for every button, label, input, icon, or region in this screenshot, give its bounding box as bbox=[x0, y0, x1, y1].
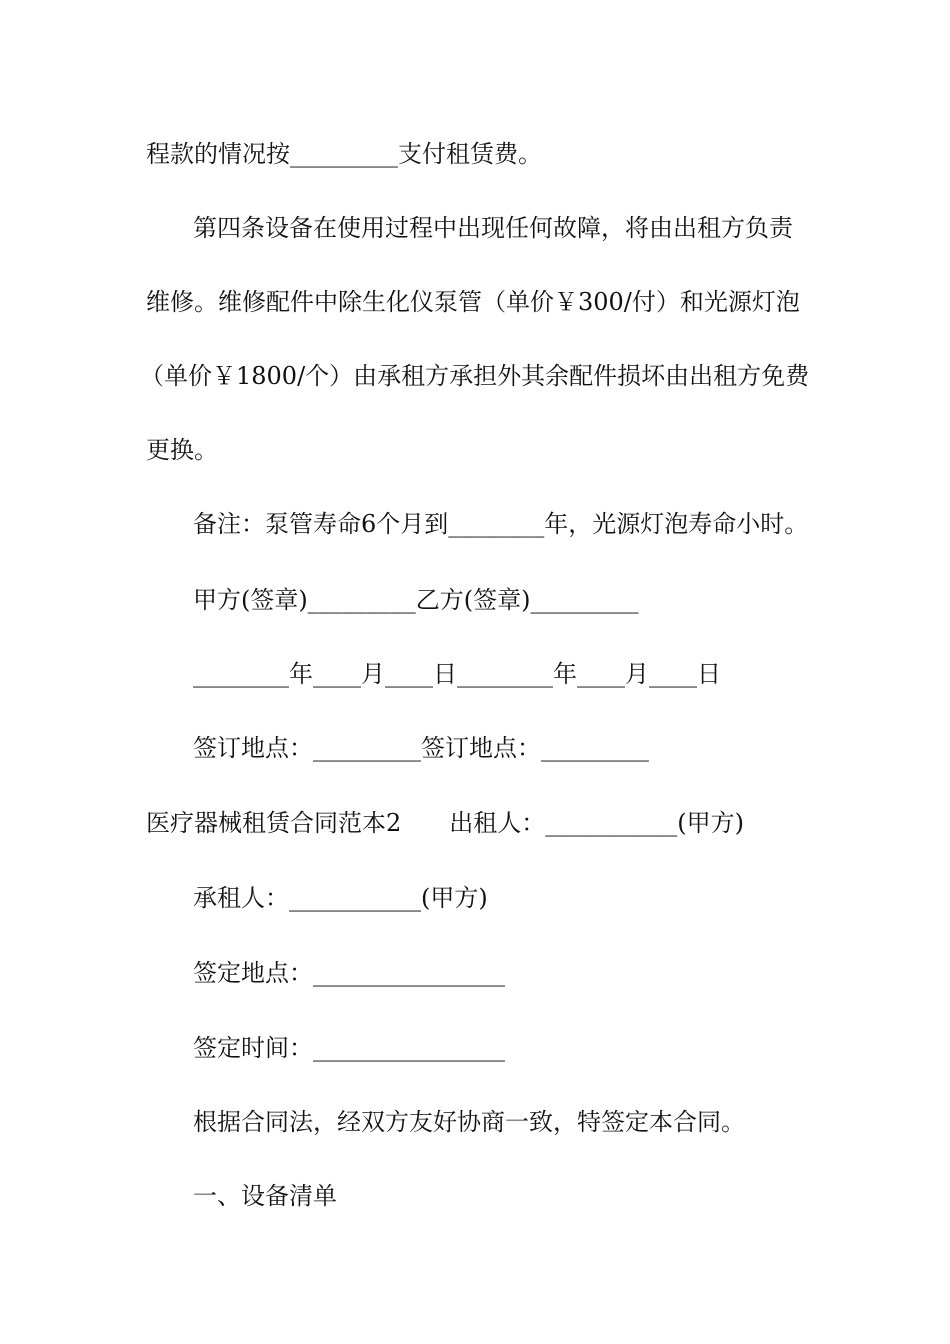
text-line: 维修。维修配件中除生化仪泵管（单价￥300/付）和光源灯泡 bbox=[146, 288, 800, 316]
contract-title-line: 医疗器械租赁合同范本2 出租人：___________(甲方) bbox=[146, 809, 744, 837]
lessee-line: 承租人：___________(甲方) bbox=[193, 884, 488, 912]
article-four-line: 第四条设备在使用过程中出现任何故障，将由出租方负责 bbox=[193, 214, 793, 242]
signing-place-line: 签订地点：_________签订地点：_________ bbox=[193, 734, 649, 762]
signing-place-line-2: 签定地点：________________ bbox=[193, 959, 505, 987]
text-line: 程款的情况按_________支付租赁费。 bbox=[146, 140, 542, 168]
section-heading: 一、设备清单 bbox=[193, 1182, 337, 1210]
text-line: 更换。 bbox=[146, 436, 218, 464]
text-line: （单价￥1800/个）由承租方承担外其余配件损坏由出租方免费 bbox=[140, 362, 810, 390]
remark-line: 备注：泵管寿命6个月到________年，光源灯泡寿命小时。 bbox=[193, 510, 809, 538]
signature-line: 甲方(签章)_________乙方(签章)_________ bbox=[193, 586, 639, 614]
signing-time-line: 签定时间：________________ bbox=[193, 1034, 505, 1062]
preamble-line: 根据合同法，经双方友好协商一致，特签定本合同。 bbox=[193, 1108, 745, 1136]
date-line: ________年____月____日________年____月____日 bbox=[193, 660, 721, 688]
